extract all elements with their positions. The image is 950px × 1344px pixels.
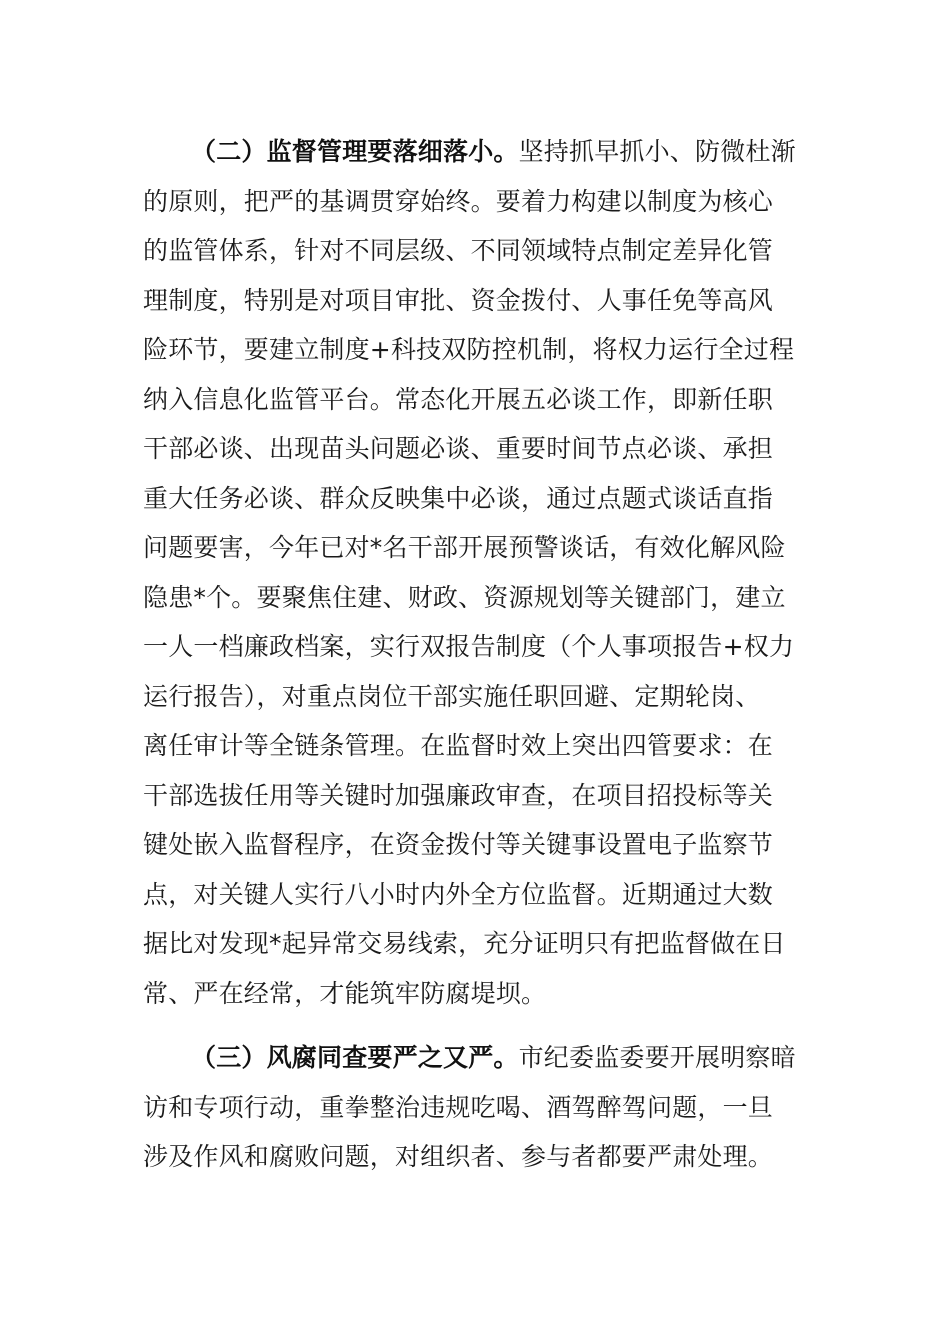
paragraph-line: 的原则，把严的基调贯穿始终。要着力构建以制度为核心 [143, 186, 774, 216]
paragraph-line: 干部选拔任用等关键时加强廉政审查，在项目招投标等关 [143, 780, 774, 810]
paragraph-line: 纳入信息化监管平台。常态化开展五必谈工作，即新任职 [143, 384, 774, 414]
paragraph-line: 涉及作风和腐败问题，对组织者、参与者都要严肃处理。 [143, 1142, 774, 1171]
paragraph-line: 干部必谈、出现苗头问题必谈、重要时间节点必谈、承担 [143, 434, 774, 463]
paragraph-line: 离任审计等全链条管理。在监督时效上突出四管要求：在 [143, 731, 774, 760]
paragraph-line: 重大任务必谈、群众反映集中必谈，通过点题式谈话直指 [143, 483, 774, 513]
paragraph-line: 键处嵌入监督程序，在资金拨付等关键事设置电子监察节 [143, 830, 774, 859]
section-3-paragraph [143, 1033, 808, 1182]
paragraph-line: 常、严在经常，才能筑牢防腐堤坝。 [143, 978, 547, 1008]
paragraph-line [143, 1033, 808, 1083]
paragraph-line: 隐患*个。要聚焦住建、财政、资源规划等关键部门，建立 [143, 582, 786, 612]
paragraph-line: 一人一档廉政档案，实行双报告制度（个人事项报告+权力 [143, 632, 795, 661]
paragraph-line: 理制度，特别是对项目审批、资金拨付、人事任免等高风 [143, 285, 774, 315]
section-3-heading: （三）风腐同查要严之又严。 [191, 1043, 519, 1072]
paragraph-line: 问题要害，今年已对*名干部开展预警谈话，有效化解风险 [143, 533, 786, 562]
paragraph-line: 访和专项行动，重拳整治违规吃喝、酒驾醉驾问题，一旦 [143, 1092, 774, 1122]
section-2-line-text: 坚持抓早抓小、防微杜渐 [518, 137, 796, 166]
paragraph-line: 点，对关键人实行八小时内外全方位监督。近期通过大数 [143, 879, 774, 909]
section-2-heading: （二）监督管理要落细落小。 [191, 137, 519, 166]
paragraph-line: 险环节，要建立制度+科技双防控机制，将权力运行全过程 [143, 335, 795, 364]
paragraph-line: 运行报告），对重点岗位干部实施任职回避、定期轮岗、 [143, 681, 761, 711]
section-2-paragraph [143, 127, 808, 1018]
paragraph-line: 的监管体系，针对不同层级、不同领域特点制定差异化管 [143, 236, 774, 265]
section-3-line-text: 市纪委监委要开展明察暗 [518, 1043, 796, 1072]
paragraph-line: 据比对发现*起异常交易线索，充分证明只有把监督做在日 [143, 929, 786, 958]
paragraph-line [143, 127, 808, 177]
